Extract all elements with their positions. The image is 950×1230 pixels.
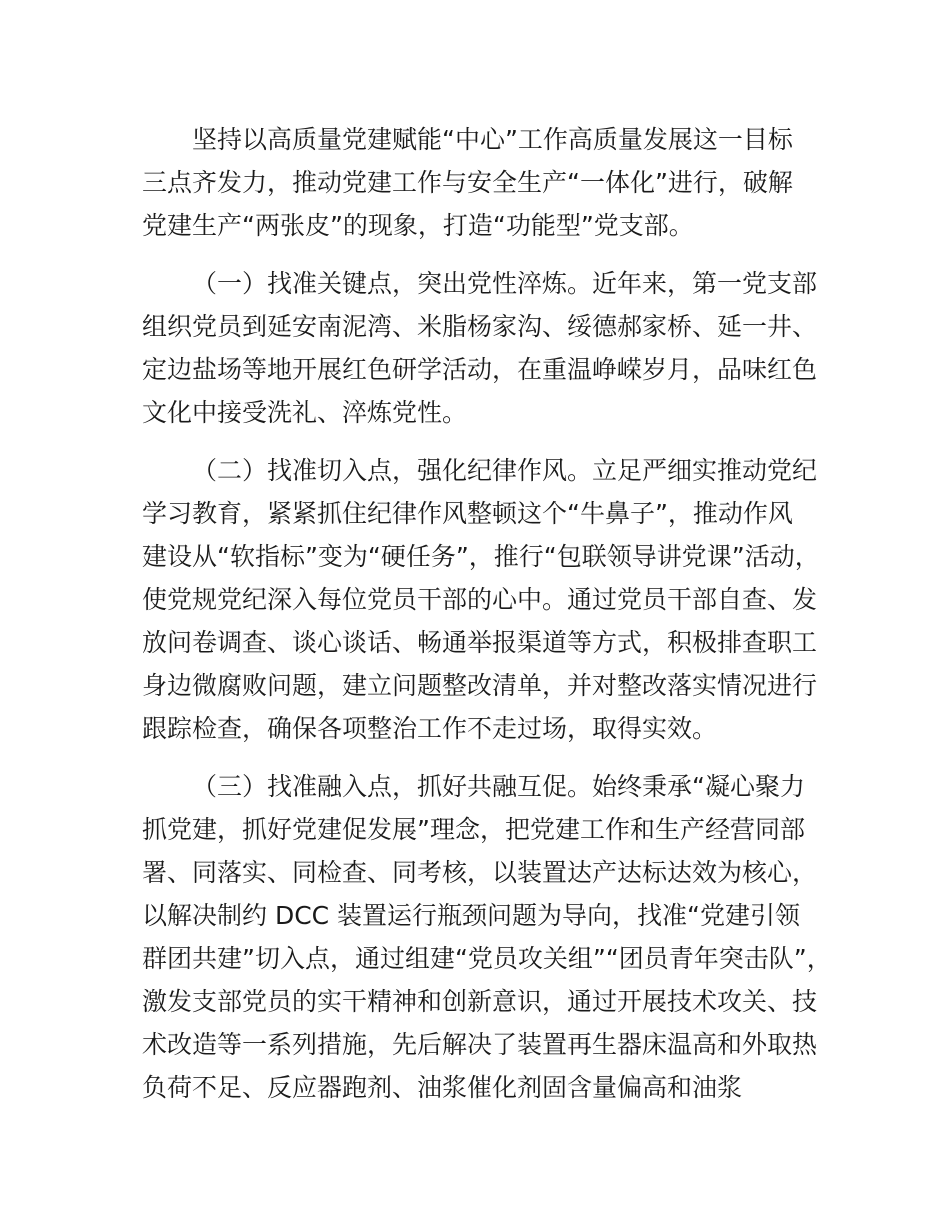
text-line: 三点齐发力，推动党建工作与安全生产“一体化”进行，破解 bbox=[142, 168, 793, 197]
text-line: 定边盐场等地开展红色研学活动，在重温峥嵘岁月，品味红色 bbox=[142, 355, 818, 384]
text-line: 建设从“软指标”变为“硬任务”，推行“包联领导讲党课”活动， bbox=[142, 542, 820, 571]
text-line: 负荷不足、反应器跑剂、油浆催化剂固含量偏高和油浆 bbox=[142, 1073, 743, 1102]
text-line: 党建生产“两张皮”的现象，打造“功能型”党支部。 bbox=[142, 211, 694, 240]
text-line: 激发支部党员的实干精神和创新意识，通过开展技术攻关、技 bbox=[142, 987, 818, 1016]
paragraph-section-1 bbox=[142, 262, 832, 434]
text-line: 署、同落实、同检查、同考核，以装置达产达标达效为核心， bbox=[142, 858, 818, 887]
text-line: 抓党建，抓好党建促发展”理念，把党建工作和生产经营同部 bbox=[142, 815, 805, 844]
text-line: 身边微腐败问题，建立问题整改清单，并对整改落实情况进行 bbox=[142, 671, 818, 700]
text-line: 组织党员到延安南泥湾、米脂杨家沟、绥德郝家桥、延一井、 bbox=[142, 312, 818, 341]
text-line: （一）找准关键点，突出党性淬炼。近年来，第一党支部 bbox=[192, 269, 818, 298]
text-line: （三）找准融入点，抓好共融互促。始终秉承“凝心聚力 bbox=[192, 772, 805, 801]
text-line: 坚持以高质量党建赋能“中心”工作高质量发展这一目标 bbox=[192, 125, 793, 154]
text-line: 学习教育，紧紧抓住纪律作风整顿这个“牛鼻子”，推动作风 bbox=[142, 499, 793, 528]
text-line: 以解决制约 DCC 装置运行瓶颈问题为导向，找准“党建引领 bbox=[142, 901, 801, 930]
text-line: 放问卷调查、谈心谈话、畅通举报渠道等方式，积极排查职工 bbox=[142, 628, 818, 657]
text-line: 群团共建”切入点，通过组建“党员攻关组”“团员青年突击队”， bbox=[142, 944, 832, 973]
paragraph-intro bbox=[142, 118, 832, 247]
text-line: 跟踪检查，确保各项整治工作不走过场，取得实效。 bbox=[142, 714, 718, 743]
text-line: 文化中接受洗礼、淬炼党性。 bbox=[142, 398, 468, 427]
document-body bbox=[142, 118, 832, 1124]
paragraph-section-3 bbox=[142, 765, 832, 1109]
text-line: （二）找准切入点，强化纪律作风。立足严细实推动党纪 bbox=[192, 456, 818, 485]
text-line: 使党规党纪深入每位党员干部的心中。通过党员干部自查、发 bbox=[142, 585, 818, 614]
text-line: 术改造等一系列措施，先后解决了装置再生器床温高和外取热 bbox=[142, 1030, 818, 1059]
paragraph-section-2 bbox=[142, 449, 832, 750]
